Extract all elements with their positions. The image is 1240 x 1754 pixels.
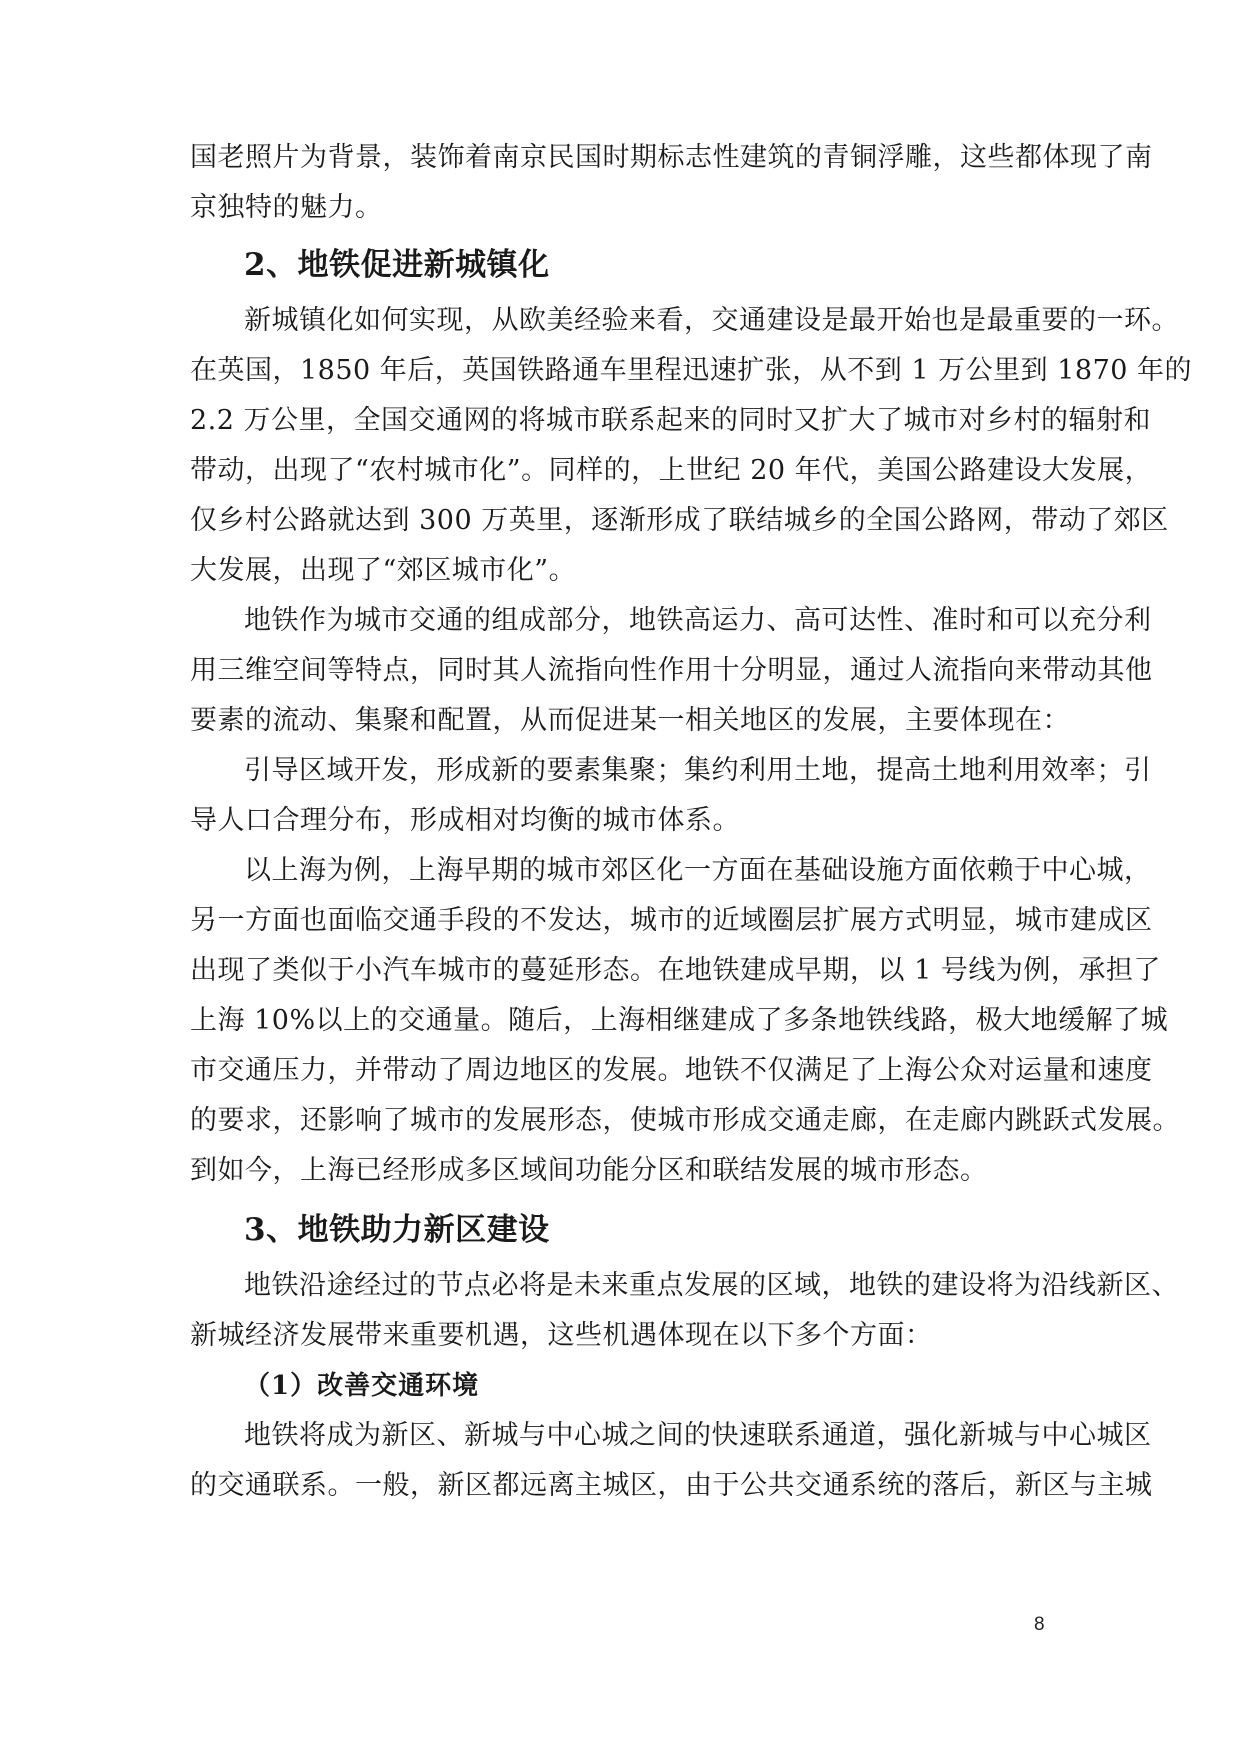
page-number: 8 — [1034, 1614, 1045, 1635]
paragraph-line: 要素的流动、集聚和配置，从而促进某一相关地区的发展，主要体现在： — [190, 705, 1070, 736]
paragraph-line: 新城经济发展带来重要机遇，这些机遇体现在以下多个方面： — [190, 1320, 933, 1351]
paragraph-line: 到如今，上海已经形成多区域间功能分区和联结发展的城市形态。 — [190, 1155, 988, 1186]
paragraph-line: 带动，出现了“农村城市化”。同样的，上世纪 20 年代，美国公路建设大发展， — [190, 455, 1153, 486]
paragraph-line: 地铁作为城市交通的组成部分，地铁高运力、高可达性、准时和可以充分利 — [244, 605, 1152, 636]
section-heading: 2、地铁促进新城镇化 — [244, 247, 550, 283]
section-heading: 3、地铁助力新区建设 — [244, 1212, 550, 1248]
paragraph-line: 上海 10%以上的交通量。随后，上海相继建成了多条地铁线路，极大地缓解了城 — [190, 1005, 1169, 1036]
paragraph-line: 在英国，1850 年后，英国铁路通车里程迅速扩张，从不到 1 万公里到 1870 年的 — [190, 355, 1193, 386]
paragraph-line: 市交通压力，并带动了周边地区的发展。地铁不仅满足了上海公众对运量和速度 — [190, 1055, 1153, 1086]
paragraph-line: 地铁沿途经过的节点必将是未来重点发展的区域，地铁的建设将为沿线新区、 — [244, 1270, 1179, 1301]
paragraph-line: 出现了类似于小汽车城市的蔓延形态。在地铁建成早期，以 1 号线为例，承担了 — [190, 955, 1161, 986]
paragraph-line: 京独特的魅力。 — [190, 192, 383, 223]
subsection-heading: （1）改善交通环境 — [244, 1371, 480, 1401]
paragraph-line: 的交通联系。一般，新区都远离主城区，由于公共交通系统的落后，新区与主城 — [190, 1470, 1153, 1501]
paragraph-line: 引导区域开发，形成新的要素集聚；集约利用土地，提高土地利用效率；引 — [244, 755, 1152, 786]
paragraph-line: 用三维空间等特点，同时其人流指向性作用十分明显，通过人流指向来带动其他 — [190, 655, 1153, 686]
paragraph-line: 导人口合理分布，形成相对均衡的城市体系。 — [190, 805, 740, 836]
paragraph-line: 2.2 万公里，全国交通网的将城市联系起来的同时又扩大了城市对乡村的辐射和 — [190, 405, 1152, 436]
paragraph-line: 另一方面也面临交通手段的不发达，城市的近域圈层扩展方式明显，城市建成区 — [190, 905, 1153, 936]
paragraph-line: 大发展，出现了“郊区城市化”。 — [190, 555, 577, 586]
paragraph-line: 的要求，还影响了城市的发展形态，使城市形成交通走廊，在走廊内跳跃式发展。 — [190, 1105, 1180, 1136]
paragraph-line: 新城镇化如何实现，从欧美经验来看，交通建设是最开始也是最重要的一环。 — [244, 305, 1179, 336]
paragraph-line: 国老照片为背景，装饰着南京民国时期标志性建筑的青铜浮雕，这些都体现了南 — [190, 142, 1153, 173]
paragraph-line: 地铁将成为新区、新城与中心城之间的快速联系通道，强化新城与中心城区 — [244, 1420, 1152, 1451]
paragraph-line: 仅乡村公路就达到 300 万英里，逐渐形成了联结城乡的全国公路网，带动了郊区 — [190, 505, 1169, 536]
paragraph-line: 以上海为例，上海早期的城市郊区化一方面在基础设施方面依赖于中心城， — [244, 855, 1152, 886]
